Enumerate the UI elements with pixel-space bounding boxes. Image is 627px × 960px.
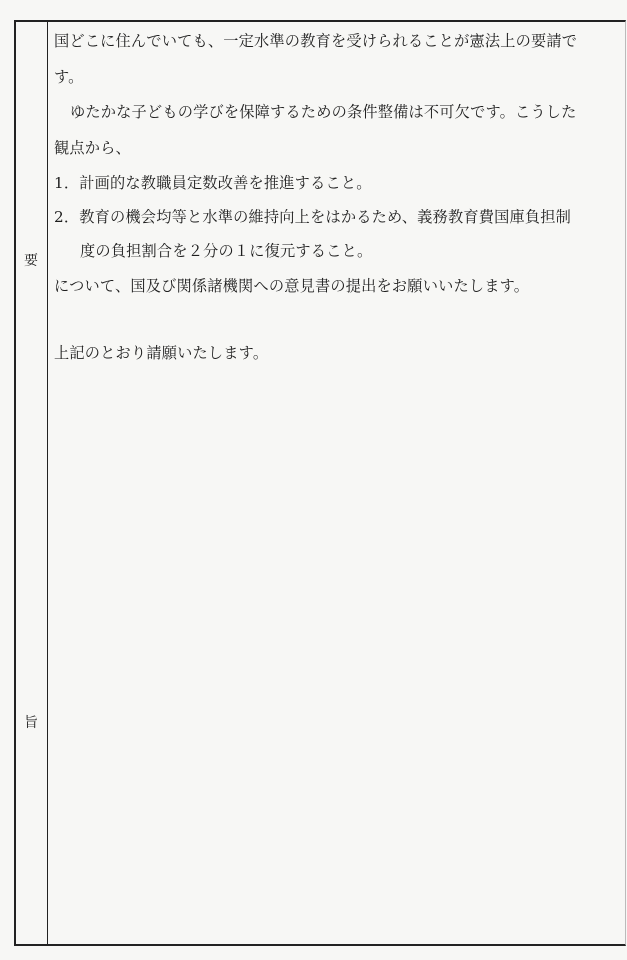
- request-item-1: 1．計画的な教職員定数改善を推進すること。: [54, 174, 372, 192]
- body-line-submission: について、国及び関係諸機関への意見書の提出をお願いいたします。: [54, 277, 530, 295]
- label-bottom-char: 旨: [24, 715, 38, 731]
- body-line-4: 観点から、: [54, 139, 131, 157]
- body-line-2: す。: [54, 68, 84, 86]
- petition-table: [14, 20, 626, 946]
- body-line-3: ゆたかな子どもの学びを保障するための条件整備は不可欠です。こうした: [70, 103, 577, 121]
- request-item-2: 2．教育の機会均等と水準の維持向上をはかるため、義務教育費国庫負担制: [54, 208, 572, 226]
- label-top-char: 要: [24, 253, 38, 269]
- petition-body: [50, 22, 625, 944]
- closing-line: 上記のとおり請願いたします。: [54, 344, 269, 362]
- body-line-1: 国どこに住んでいても、一定水準の教育を受けられることが憲法上の要請で: [54, 32, 578, 50]
- request-item-2-continued: 度の負担割合を２分の１に復元すること。: [80, 242, 373, 260]
- label-column: [16, 22, 48, 944]
